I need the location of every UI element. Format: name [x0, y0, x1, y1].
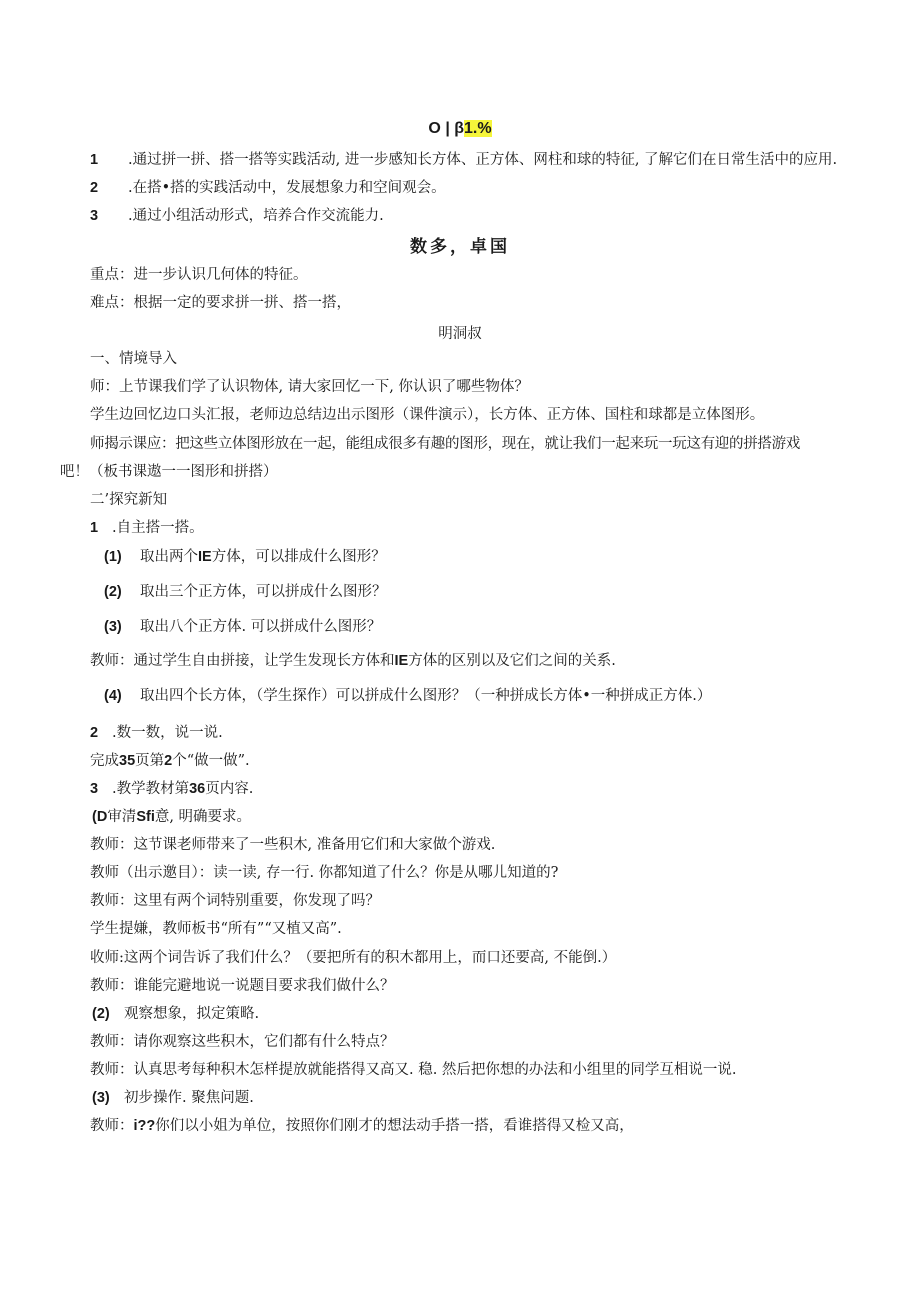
- paragraph-line: 教师：i??你们以小姐为单位，按照你们刚才的想法动手搭一搭，看谁搭得又检又高，: [90, 1118, 634, 1134]
- step-number: (3): [92, 1090, 110, 1106]
- paragraph-line: 师揭示课应：把这些立体图形放在一起，能组成很多有趣的图形，现在，就让我们一起来玩一玩这有迎的拼搭游戏: [90, 436, 800, 452]
- paragraph-line: 学生提嫌，教师板书“所有”“又植又高”.: [90, 921, 342, 937]
- question-text: 取出三个正方体，可以拼成什么图形？: [140, 584, 387, 600]
- goal-text: .在搭•搭的实践活动中，发展想象力和空间观会。: [128, 180, 446, 196]
- paragraph-line: 收师:这两个词告诉了我们什么？（要把所有的积木都用上，而口还要高, 不能倒.）: [90, 950, 617, 966]
- paragraph-line: 教师：这节课老师带来了一些积木, 准备用它们和大家做个游戏.: [90, 837, 496, 853]
- paragraph-line: 吧！（板书课遨一一图形和拼搭）: [60, 464, 278, 480]
- goal-text: .通过拼一拼、搭一搭等实践活动, 进一步感知长方体、正方体、网柱和球的特征, 了解它们在日常生活中的应用.: [128, 152, 838, 168]
- item-number: 3: [90, 781, 99, 797]
- step-text: 初步操作. 聚焦问题.: [124, 1090, 254, 1106]
- paragraph-line: 教师：认真思考每种积木怎样提放就能搭得又高又. 稳. 然后把你想的办法和小组里的同学互相说一说.: [90, 1062, 737, 1078]
- section-title: 二’探究新知: [90, 492, 168, 508]
- goal-number: 1: [90, 152, 99, 168]
- question-number: (1): [104, 549, 122, 565]
- title-part-b-highlighted: 1.%: [464, 120, 492, 137]
- item-number: 1: [90, 520, 99, 536]
- item-text: .数一数，说一说.: [112, 725, 223, 741]
- question-text: 取出八个正方体. 可以拼成什么图形？: [140, 619, 382, 635]
- question-number: (2): [104, 584, 122, 600]
- question-number: (3): [104, 619, 122, 635]
- paragraph-line: 教师：通过学生自由拼接，让学生发现长方体和IE方体的区别以及它们之间的关系.: [90, 653, 616, 669]
- goal-number: 2: [90, 180, 99, 196]
- section-title: 一、情境导入: [90, 351, 177, 367]
- paragraph-line: 教师：这里有两个词特别重要，你发现了吗？: [90, 893, 380, 909]
- paragraph-line: 教师：谁能完避地说一说题目要求我们做什么？: [90, 978, 395, 994]
- paragraph-line: (D审清Sfi意, 明确要求。: [92, 809, 252, 825]
- difficult-point: 难点：根据一定的要求拼一拼、搭一搭，: [90, 295, 351, 311]
- title-part-a: O | β: [428, 120, 464, 137]
- paragraph-line: 学生边回忆边口头汇报，老师边总结边出示图形（课件演示），长方体、正方体、国柱和球都是立体图形。: [90, 407, 765, 423]
- paragraph-line: 教师：请你观察这些积木，它们都有什么特点？: [90, 1034, 395, 1050]
- item-text: .自主搭一搭。: [112, 520, 204, 536]
- section-heading: 数多，卓国: [410, 237, 510, 257]
- question-text: 取出四个长方体，（学生探作）可以拼成什么图形？（一种拼成长方体•一种拼成正方体.）: [140, 688, 712, 704]
- item-text: .教学教材第36页内容.: [112, 781, 254, 797]
- paragraph-line: 教师（出示邀目）：读一读, 存一行. 你都知道了什么？你是从哪儿知道的?: [90, 865, 559, 881]
- key-point: 重点：进一步认识几何体的特征。: [90, 267, 308, 283]
- document-title: [0, 120, 920, 138]
- question-text: 取出两个IE方体，可以排成什么图形？: [140, 549, 386, 565]
- process-heading: 明洞叔: [438, 326, 482, 342]
- question-number: (4): [104, 688, 122, 704]
- step-text: 观察想象，拟定策略.: [124, 1006, 260, 1022]
- paragraph-line: 完成35页第2个“做一做”.: [90, 753, 250, 769]
- item-number: 2: [90, 725, 99, 741]
- goal-text: .通过小组活动形式，培养合作交流能力.: [128, 208, 384, 224]
- goal-number: 3: [90, 208, 99, 224]
- paragraph-line: 师：上节课我们学了认识物体, 请大家回忆一下, 你认识了哪些物体？: [90, 379, 529, 395]
- step-number: (2): [92, 1006, 110, 1022]
